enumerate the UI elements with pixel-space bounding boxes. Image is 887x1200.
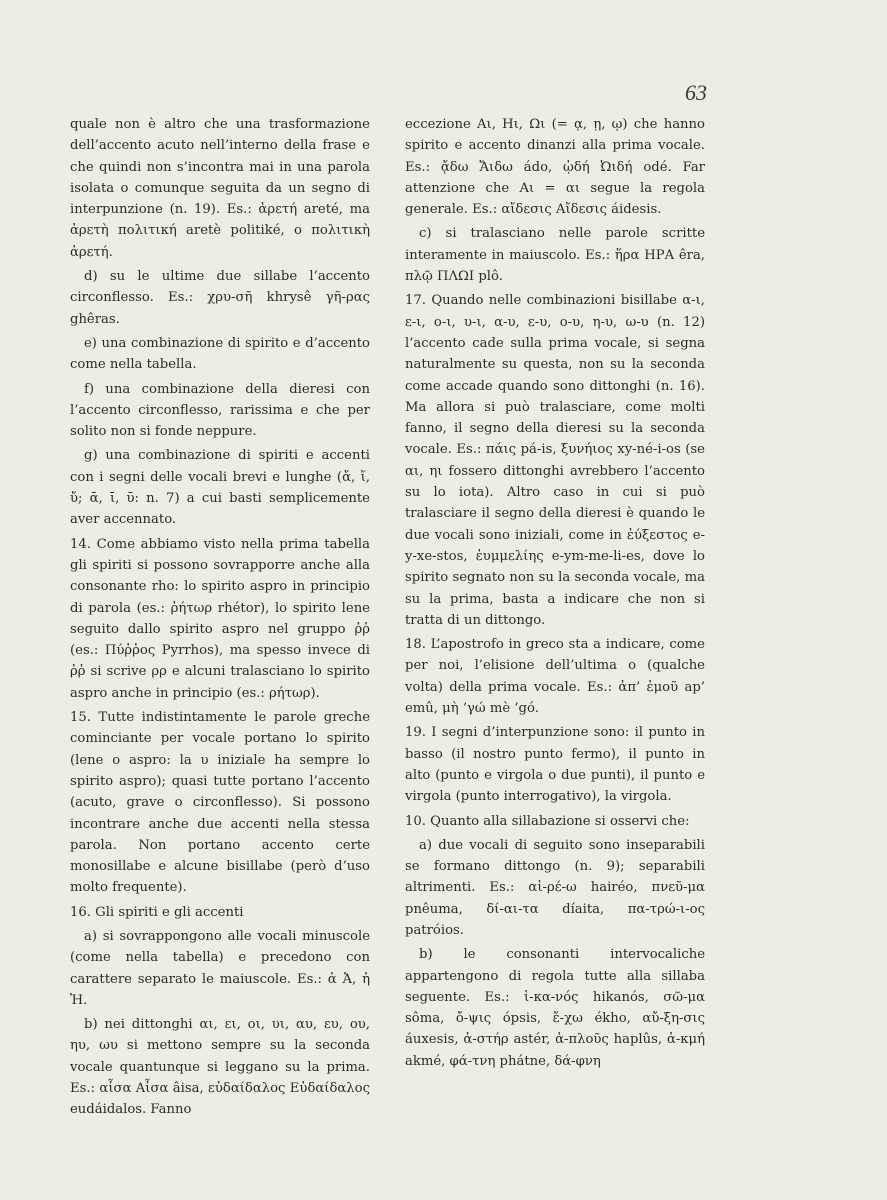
paragraph: b) nei dittonghi αι, ει, οι, υι, αυ, ευ, ου, ηυ, ωυ si mettono sempre su la seconda vocale quantunque si leggano su la prima. Es.: αἶσα Αἶσα âisa, εὐδαίδαλος Εὐδαίδαλος eudáidalos. Fanno xyxy=(70,1017,370,1118)
section-19: 19. I segni d’interpunzione sono: il punto in basso (il nostro punto fermo), il punto in alto (punto e virgola o due punti), il punto e virgola (punto interrogativo), la virgola. xyxy=(405,725,705,805)
section-14: 14. Come abbiamo visto nella prima tabella gli spiriti si possono sovrapporre anche alla consonante rho: lo spirito aspro in principio di parola (es.: ῥήτωρ rhétor), lo spirito lene seguito dallo spirito aspro nel gruppo ῤῥ (es.: Πύῤῥος Pyrrhos), ma spesso invece di ῤῥ si scrive ρρ e alcuni tralasciano lo spirito aspro anche in principio (es.: ρήτωρ). xyxy=(70,536,370,701)
section-17: 17. Quando nelle combinazioni bisillabe α-ι, ε-ι, ο-ι, υ-ι, α-υ, ε-υ, ο-υ, η-υ, ω-υ (n. 12) l’accento cade sulla prima vocale, si segna naturalmente su questa, non su la seconda come accade quando sono dittonghi (n. 16). Ma allora si può tralasciare, come molti fanno, il segno della dieresi su la seconda vocale. Es.: πάις pá-is, ξυνήιος xy-né-i-os (se αι, ηι fossero dittonghi avrebbero l’accento su lo iota). Altro caso in cui si può tralasciare il segno della dieresi è quando le due vocali sono iniziali, come in ἐύξεστος e-y-xe-stos, ἐυμμελίης e-ym-me-li-es, dove lo spirito segnato non su la seconda vocale, ma su la prima, basta a indicare che non si tratta di un dittongo. xyxy=(405,293,705,628)
paragraph: a) due vocali di seguito sono inseparabili se formano dittongo (n. 9); separabili altrimenti. Es.: αἱ-ρέ-ω hairéo, πνεῦ-μα pnêuma, δί-αι-τα díaita, πα-τρώ-ι-ος patróios. xyxy=(405,837,705,938)
paragraph: c) si tralasciano nelle parole scritte interamente in maiuscolo. Es.: ἥρα ΗΡΑ êra, πλῷ ΠΛΩΙ plô. xyxy=(405,226,705,285)
paragraph: f) una combinazione della dieresi con l’accento circonflesso, rarissima e che per solito non si fonde neppure. xyxy=(70,381,370,440)
paragraph: e) una combinazione di spirito e d’accento come nella tabella. xyxy=(70,335,370,373)
section-10: 10. Quanto alla sillabazione si osservi che: xyxy=(405,813,690,829)
section-18: 18. L’apostrofo in greco sta a indicare, come per noi, l’elisione dell’ultima o (qualche volta) della prima vocale. Es.: ἀπ’ ἐμοῦ ap’ emû, μὴ ’γώ mè ’gó. xyxy=(405,637,705,717)
paragraph: quale non è altro che una trasformazione dell’accento acuto nell’interno della frase e che quindi non s’incontra mai in una parola isolata o comunque seguita da un segno di interpunzione (n. 19). Es.: ἀρετή areté, ma ἀρετὴ πολιτική aretè politiké, o πολιτικὴ ἀρετή. xyxy=(70,117,370,260)
paragraph: b) le consonanti intervocaliche appartengono di regola tutte alla sillaba seguente. Es.: ἱ-κα-νός hikanós, σῶ-μα sôma, ὄ-ψις ópsis, ἔ-χω ékho, αὔ-ξη-σις áuxesis, ἀ-στήρ astér, ἁ-πλοῦς haplûs, ἀ-κμή akmé, φά-τνη phátne, δά-φνη xyxy=(405,947,705,1069)
left-column xyxy=(70,114,370,1124)
paragraph: a) si sovrappongono alle vocali minuscole (come nella tabella) e precedono con carattere separato le maiuscole. Es.: ἀ Ἀ, ἡ Ἡ. xyxy=(70,928,370,1008)
paragraph: eccezione Αι, Ηι, Ωι (= ᾳ, ῃ, ῳ) che hanno spirito e accento dinanzi alla prima vocale. Es.: ᾄδω Ἄιδω ádo, ᾠδή Ὠιδή odé. Far attenzione che Αι = αι segue la regola generale. Es.: αἴδεσις Αἴδεσις áidesis. xyxy=(405,117,705,218)
section-15: 15. Tutte indistintamente le parole greche cominciante per vocale portano lo spirito (lene o aspro: la υ iniziale ha sempre lo spirito aspro); quasi tutte portano l’accento (acuto, grave o circonflesso). Si possono incontrare anche due accenti nella stessa parola. Non portano accento certe monosillabe e alcune bisillabe (però d’uso molto frequente). xyxy=(70,710,370,896)
section-16-heading: 16. Gli spiriti e gli accenti xyxy=(70,904,244,920)
page-number: 63 xyxy=(685,80,707,105)
paragraph: g) una combinazione di spiriti e accenti con i segni delle vocali brevi e lunghe (ἄ, ἴ, ὔ; ᾱ, ῑ, ῡ: n. 7) a cui basti semplicemente aver accennato. xyxy=(70,448,370,528)
paragraph: d) su le ultime due sillabe l’accento circonflesso. Es.: χρυ-σῆ khrysê γῆ-ρας ghêras. xyxy=(70,269,370,327)
right-column xyxy=(405,114,705,1075)
